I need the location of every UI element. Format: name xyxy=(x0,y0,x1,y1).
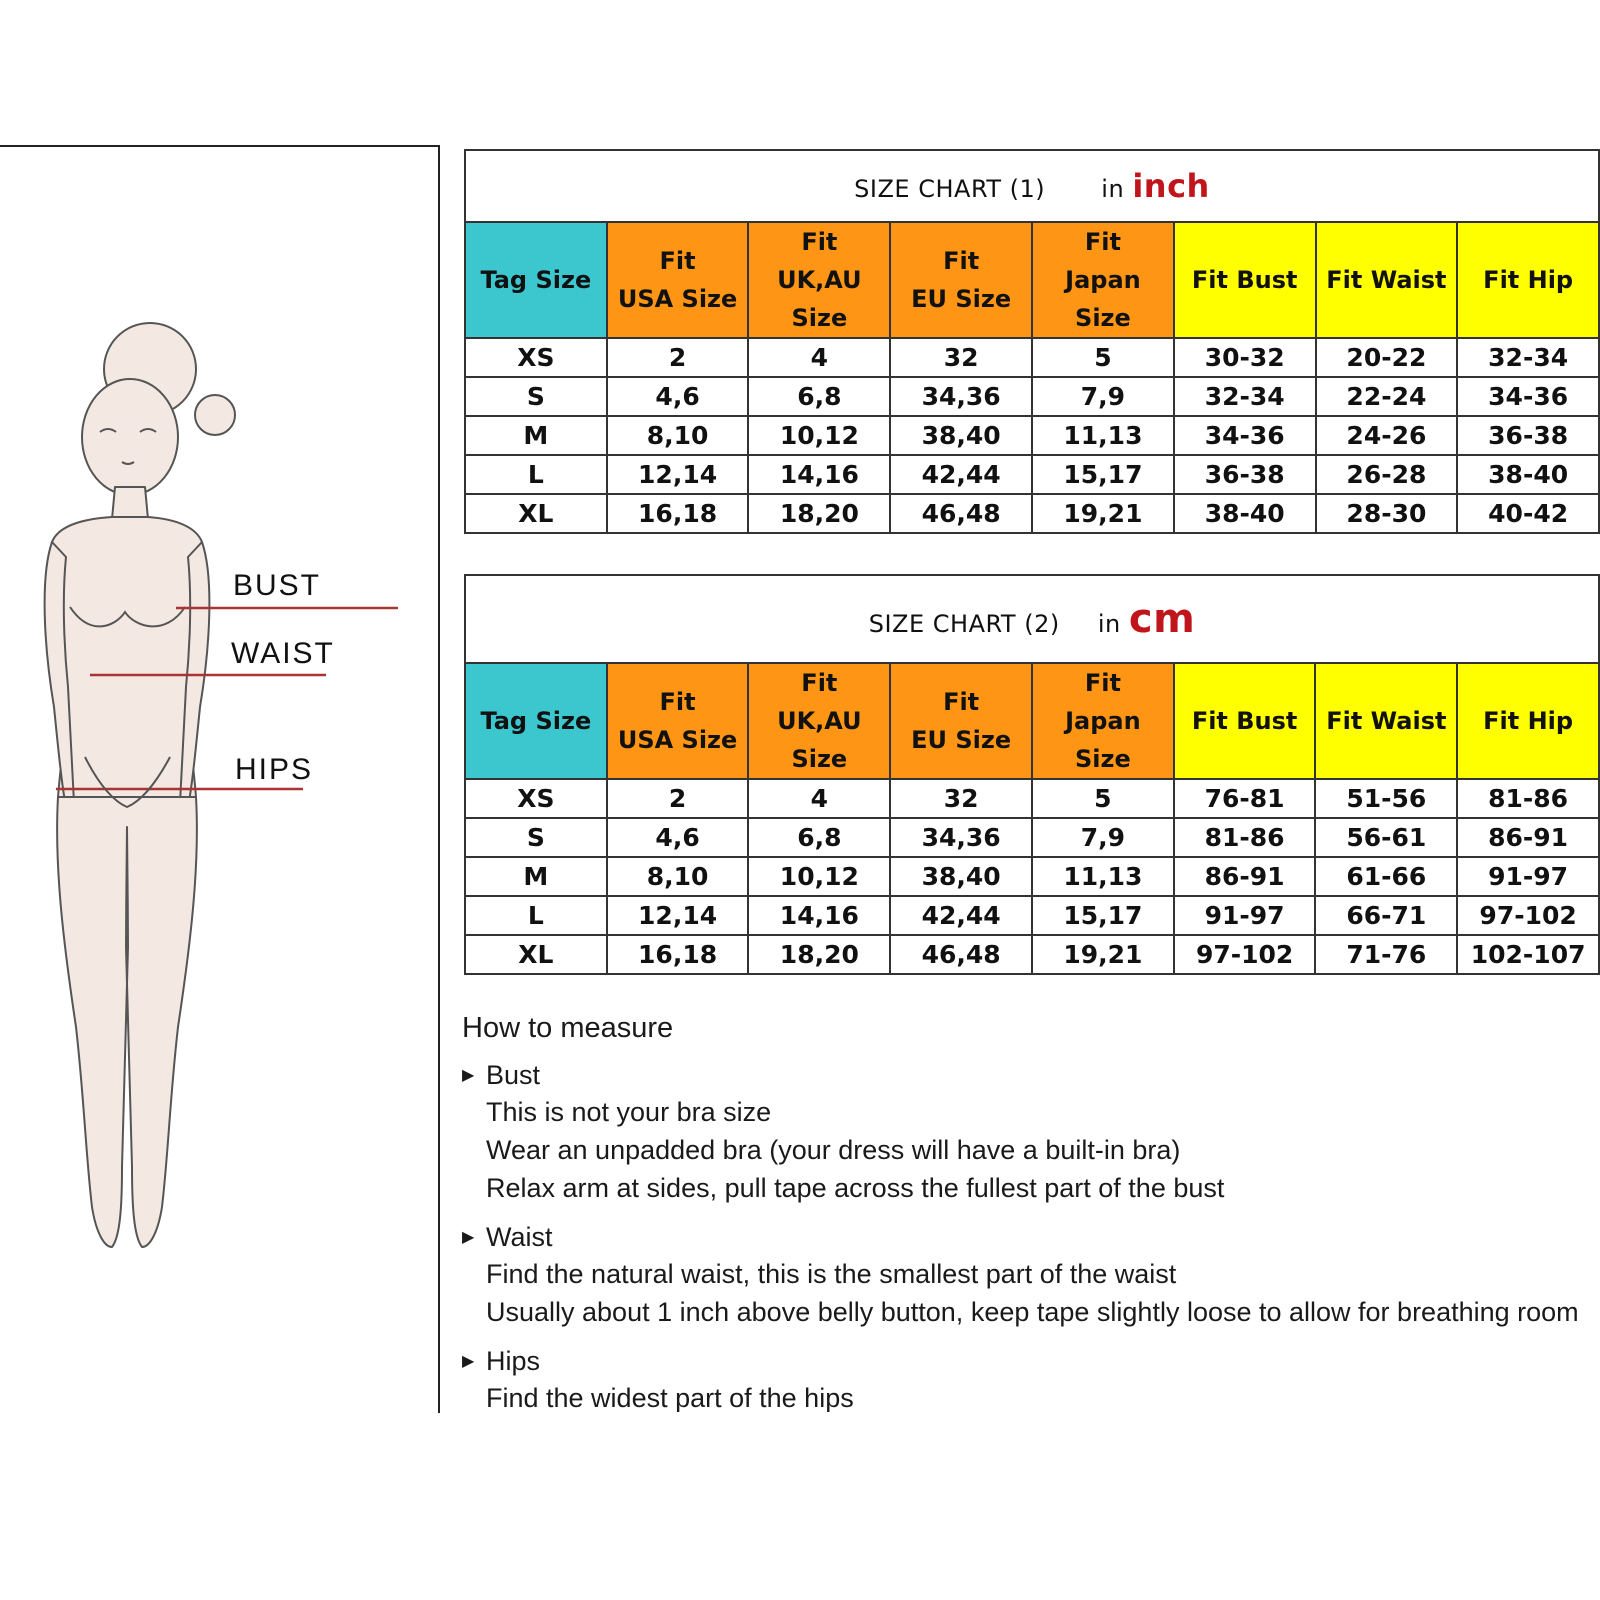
table-row xyxy=(465,857,1599,896)
header-line: UK,AU xyxy=(777,266,862,294)
table-cell: 26-28 xyxy=(1316,455,1458,494)
body-figure-illustration xyxy=(0,147,436,1413)
header-fit-japan xyxy=(1032,663,1174,779)
table-cell: 8,10 xyxy=(607,416,749,455)
table-cell: 8,10 xyxy=(607,857,749,896)
table-cell: 56-61 xyxy=(1315,818,1457,857)
table-cell: 18,20 xyxy=(748,494,890,533)
table-cell: 28-30 xyxy=(1316,494,1458,533)
measure-heading xyxy=(462,1057,1600,1093)
table-cell: S xyxy=(465,377,607,416)
table-cell: 14,16 xyxy=(748,896,890,935)
header-fit-uk-au xyxy=(748,222,890,338)
chart-title-text: SIZE CHART (1) xyxy=(854,175,1046,203)
header-line: Size xyxy=(1075,304,1131,332)
measure-heading-text: Waist xyxy=(486,1221,553,1252)
header-fit-usa xyxy=(607,663,749,779)
triangle-bullet-icon: ▶ xyxy=(462,1229,475,1246)
table-cell: 16,18 xyxy=(607,935,749,974)
header-line: Size xyxy=(1075,745,1131,773)
measure-line: Usually about 1 inch above belly button, keep tape slightly loose to allow for breathing room xyxy=(486,1297,1579,1327)
table-row xyxy=(465,455,1599,494)
table-cell: 46,48 xyxy=(890,494,1032,533)
table-cell: 81-86 xyxy=(1174,818,1316,857)
measure-line: Wear an unpadded bra (your dress will have a built-in bra) xyxy=(486,1135,1181,1165)
table-cell: L xyxy=(465,896,607,935)
header-fit-bust: Fit Bust xyxy=(1174,222,1316,338)
header-fit-usa xyxy=(607,222,749,338)
header-line: Fit xyxy=(801,228,838,256)
header-line: Japan xyxy=(1065,266,1141,294)
chart-unit-cm: cm xyxy=(1128,596,1196,642)
chart-title-text: SIZE CHART (2) xyxy=(868,610,1060,638)
header-line: EU Size xyxy=(911,726,1012,754)
table-cell: 15,17 xyxy=(1032,455,1174,494)
table-cell: 5 xyxy=(1032,338,1174,377)
table-cell: 16,18 xyxy=(607,494,749,533)
header-fit-eu xyxy=(890,663,1032,779)
table-cell: 36-38 xyxy=(1457,416,1599,455)
table-cell: 40-42 xyxy=(1457,494,1599,533)
how-to-measure-title: How to measure xyxy=(462,1012,674,1044)
table-cell: 32-34 xyxy=(1174,377,1316,416)
header-fit-hip: Fit Hip xyxy=(1457,222,1599,338)
table-cell: M xyxy=(465,857,607,896)
table-cell: 19,21 xyxy=(1032,935,1174,974)
table-cell: 30-32 xyxy=(1174,338,1316,377)
triangle-bullet-icon: ▶ xyxy=(462,1067,475,1084)
table-cell: 91-97 xyxy=(1174,896,1316,935)
bust-label: BUST xyxy=(233,569,322,602)
hips-label: HIPS xyxy=(235,753,314,786)
table-row xyxy=(465,416,1599,455)
table-row xyxy=(465,494,1599,533)
table-cell: 71-76 xyxy=(1315,935,1457,974)
header-fit-japan xyxy=(1032,222,1174,338)
table-cell: 2 xyxy=(607,338,749,377)
table-cell: 6,8 xyxy=(748,377,890,416)
header-line: Fit xyxy=(943,688,980,716)
waist-label: WAIST xyxy=(231,637,335,670)
header-line: Fit xyxy=(1084,669,1121,697)
chart-in-word: in xyxy=(1101,175,1125,203)
table-cell: S xyxy=(465,818,607,857)
table-cell: 61-66 xyxy=(1315,857,1457,896)
table-cell: 14,16 xyxy=(748,455,890,494)
header-fit-uk-au xyxy=(748,663,890,779)
table-cell: 18,20 xyxy=(748,935,890,974)
table-cell: 36-38 xyxy=(1174,455,1316,494)
header-line: EU Size xyxy=(911,285,1012,313)
table-cell: 34,36 xyxy=(890,818,1032,857)
header-line: Size xyxy=(791,304,848,332)
header-fit-hip: Fit Hip xyxy=(1457,663,1599,779)
table-cell: 24-26 xyxy=(1316,416,1458,455)
size-chart-inch-table xyxy=(464,149,1600,534)
table-cell: 10,12 xyxy=(748,857,890,896)
table-cell: 7,9 xyxy=(1032,377,1174,416)
header-line: Fit xyxy=(659,247,696,275)
table-cell: 32 xyxy=(890,779,1032,818)
header-line: Fit xyxy=(1084,228,1121,256)
how-to-measure-section xyxy=(462,1012,1600,1412)
table-cell: 34-36 xyxy=(1457,377,1599,416)
header-line: UK,AU xyxy=(777,707,862,735)
size-chart-cm-title xyxy=(465,575,1599,663)
table-cell: 42,44 xyxy=(890,455,1032,494)
table-cell: 66-71 xyxy=(1315,896,1457,935)
header-line: Japan xyxy=(1065,707,1141,735)
measure-line: Relax arm at sides, pull tape across the fullest part of the bust xyxy=(486,1173,1225,1203)
table-cell: 20-22 xyxy=(1316,338,1458,377)
table-cell: 10,12 xyxy=(748,416,890,455)
header-line: Fit xyxy=(659,688,696,716)
table-row xyxy=(465,935,1599,974)
header-fit-waist: Fit Waist xyxy=(1315,663,1457,779)
table-cell: M xyxy=(465,416,607,455)
table-row xyxy=(465,896,1599,935)
header-line: USA Size xyxy=(617,285,738,313)
table-cell: 46,48 xyxy=(890,935,1032,974)
measure-line: Find the natural waist, this is the smallest part of the waist xyxy=(486,1259,1177,1289)
table-row xyxy=(465,338,1599,377)
table-row xyxy=(465,377,1599,416)
table-row xyxy=(465,779,1599,818)
table-cell: 42,44 xyxy=(890,896,1032,935)
header-fit-bust: Fit Bust xyxy=(1174,663,1316,779)
table-cell: XS xyxy=(465,779,607,818)
table-cell: 11,13 xyxy=(1032,857,1174,896)
size-chart-cm-table xyxy=(464,574,1600,975)
table-cell: XL xyxy=(465,494,607,533)
table-cell: 11,13 xyxy=(1032,416,1174,455)
table-cell: 4 xyxy=(748,779,890,818)
table-cell: 38-40 xyxy=(1174,494,1316,533)
table-cell: 76-81 xyxy=(1174,779,1316,818)
table-cell: 38,40 xyxy=(890,416,1032,455)
table-cell: 102-107 xyxy=(1457,935,1599,974)
chart-unit-inch: inch xyxy=(1132,167,1210,205)
header-fit-eu xyxy=(890,222,1032,338)
measure-heading xyxy=(462,1219,1600,1255)
measure-waist-section xyxy=(462,1219,1600,1331)
table-cell: 32 xyxy=(890,338,1032,377)
table-cell: 34,36 xyxy=(890,377,1032,416)
header-tag-size: Tag Size xyxy=(465,663,607,779)
header-line: Size xyxy=(791,745,848,773)
table-cell: 81-86 xyxy=(1457,779,1599,818)
table-cell: XL xyxy=(465,935,607,974)
measure-heading xyxy=(462,1343,1600,1379)
table-cell: 97-102 xyxy=(1174,935,1316,974)
size-chart-inch-title xyxy=(465,150,1599,222)
table-row xyxy=(465,818,1599,857)
table-cell: 38,40 xyxy=(890,857,1032,896)
triangle-bullet-icon: ▶ xyxy=(462,1353,475,1370)
header-line: Fit xyxy=(943,247,980,275)
table-cell: 51-56 xyxy=(1315,779,1457,818)
chart-in-word: in xyxy=(1097,610,1121,638)
table-cell: 91-97 xyxy=(1457,857,1599,896)
measure-hips-section xyxy=(462,1343,1600,1412)
table-cell: 12,14 xyxy=(607,455,749,494)
table-cell: 4,6 xyxy=(607,818,749,857)
table-cell: 19,21 xyxy=(1032,494,1174,533)
measure-heading-text: Hips xyxy=(486,1345,541,1376)
table-cell: 38-40 xyxy=(1457,455,1599,494)
table-cell: 2 xyxy=(607,779,749,818)
table-cell: 32-34 xyxy=(1457,338,1599,377)
table-cell: 34-36 xyxy=(1174,416,1316,455)
measure-bust-section xyxy=(462,1057,1600,1207)
table-cell: 15,17 xyxy=(1032,896,1174,935)
measure-line: This is not your bra size xyxy=(486,1097,772,1127)
header-line: Fit xyxy=(801,669,838,697)
header-fit-waist: Fit Waist xyxy=(1316,222,1458,338)
header-tag-size: Tag Size xyxy=(465,222,607,338)
table-cell: 5 xyxy=(1032,779,1174,818)
table-cell: 22-24 xyxy=(1316,377,1458,416)
table-cell: L xyxy=(465,455,607,494)
measure-line: Find the widest part of the hips xyxy=(486,1383,854,1412)
table-cell: 12,14 xyxy=(607,896,749,935)
table-cell: 4,6 xyxy=(607,377,749,416)
table-cell: 6,8 xyxy=(748,818,890,857)
table-cell: 7,9 xyxy=(1032,818,1174,857)
measure-heading-text: Bust xyxy=(486,1059,541,1090)
table-cell: XS xyxy=(465,338,607,377)
table-cell: 97-102 xyxy=(1457,896,1599,935)
table-cell: 86-91 xyxy=(1457,818,1599,857)
table-cell: 86-91 xyxy=(1174,857,1316,896)
header-line: USA Size xyxy=(617,726,738,754)
table-cell: 4 xyxy=(748,338,890,377)
figure-panel xyxy=(0,145,440,1413)
